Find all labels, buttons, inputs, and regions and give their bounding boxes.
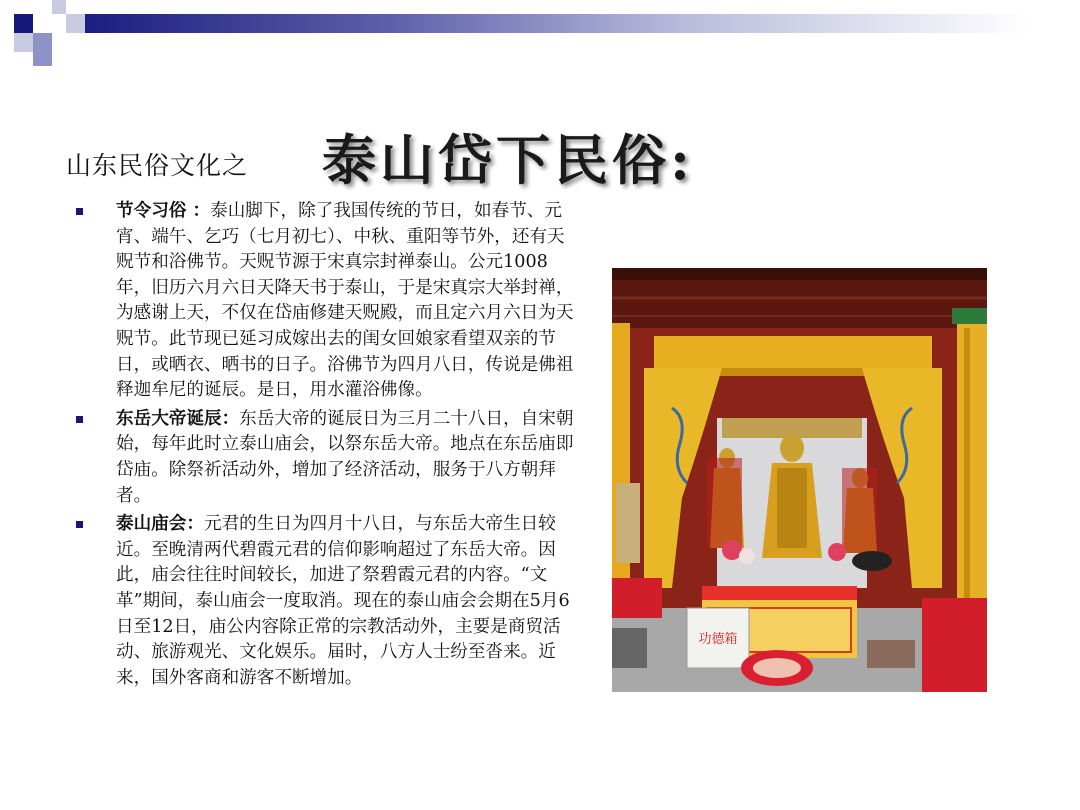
deco-square	[33, 52, 52, 66]
bullet-item-dongyue-birthday	[74, 406, 574, 509]
slide-subtitle: 山东民俗文化之	[66, 151, 249, 180]
deco-square	[33, 33, 52, 52]
bullet-text: 泰山脚下，除了我国传统的节日，如春节、元宵、端午、乞巧（七月初七）、中秋、重阳等节外，还有天贶节和浴佛节。天贶节源于宋真宗封禅泰山。公元1008年，旧历六月六日天降天书于泰山，于是宋真宗大举封禅，为感谢上天，不仅在岱庙修建天贶殿，而且定六月六日为天贶节。此节现已延习成嫁出去的闺女回娘家看望双亲的节日，或晒衣、晒书的日子。浴佛节为四月八日，传说是佛祖释迦牟尼的诞辰。是日，用水灌浴佛像。	[116, 201, 574, 401]
merit-box-label: 功德箱	[698, 632, 738, 647]
header-gradient-bar	[85, 14, 1080, 33]
slide-title: 泰山岱下民俗:	[322, 128, 694, 192]
bullet-item-temple-fair	[74, 511, 574, 691]
bullet-term: 节令习俗 ：	[116, 200, 211, 221]
bullet-term: 东岳大帝诞辰：	[116, 407, 240, 429]
deco-square	[33, 14, 52, 33]
bullet-text: 元君的生日为四月十八日，与东岳大帝生日较近。至晚清两代碧霞元君的信仰影响超过了东岳大帝。因此，庙会往往时间较长，加进了祭碧霞元君的内容。“文革”期间，泰山庙会一度取消。现在的泰山庙会会期在5月6日至12日，庙公内容除正常的宗教活动外，主要是商贸活动、旅游观光、文化娱乐。届时，八方人士纷至沓来。近来，国外客商和游客不断增加。	[116, 514, 570, 688]
deco-square	[52, 0, 66, 14]
deco-square	[66, 14, 85, 33]
deco-square	[14, 33, 33, 52]
bullet-list	[74, 198, 574, 693]
bullet-text: 东岳大帝的诞辰日为三月二十八日，自宋朝始，每年此时立泰山庙会，以祭东岳大帝。地点在东岳庙即岱庙。除祭祈活动外，增加了经济活动，服务于八方朝拜者。	[116, 408, 574, 506]
square-bullet-icon	[76, 208, 83, 215]
deco-square	[14, 14, 33, 33]
temple-altar-photo	[612, 268, 987, 692]
deco-square	[52, 33, 66, 47]
bullet-term: 泰山庙会：	[116, 513, 204, 535]
square-bullet-icon	[76, 416, 83, 423]
bullet-item-festivals	[74, 198, 574, 404]
square-bullet-icon	[76, 521, 83, 528]
